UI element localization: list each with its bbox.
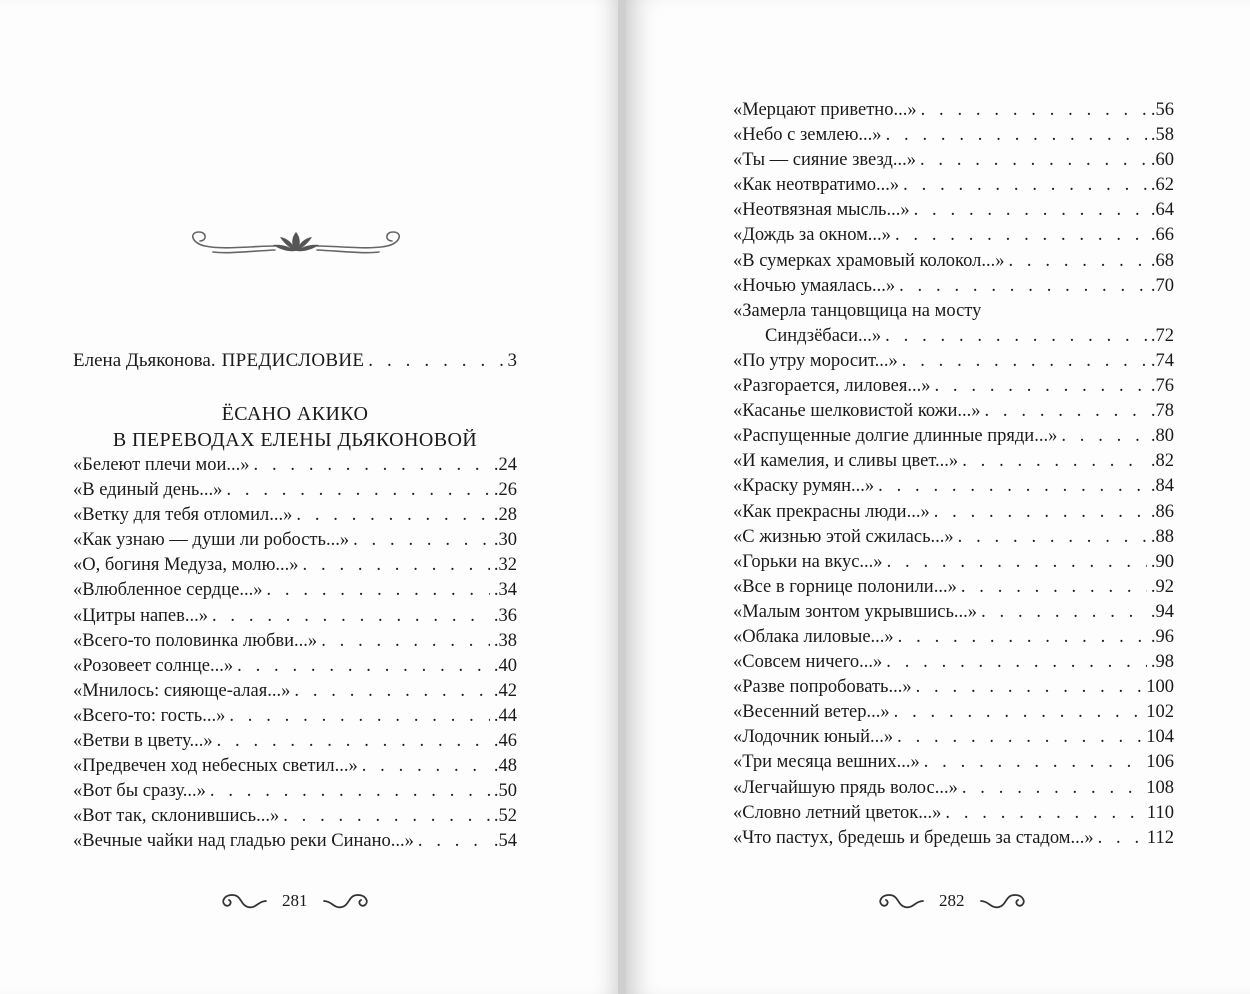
leader-dots — [961, 575, 1147, 600]
swash-right-icon — [979, 889, 1029, 913]
toc-page: .34 — [493, 580, 517, 601]
toc-title: «Как прекрасны люди...» — [733, 501, 930, 522]
toc-entry[interactable] — [733, 198, 1174, 223]
toc-page: .46 — [493, 731, 517, 752]
toc-entry[interactable] — [73, 804, 517, 829]
toc-title: «Всего-то половинка любви...» — [73, 630, 318, 651]
toc-entry[interactable] — [733, 274, 1174, 299]
toc-title: Синдзёбаси...» — [765, 325, 882, 346]
leader-dots — [362, 754, 490, 779]
toc-entry[interactable] — [733, 424, 1174, 449]
toc-title: «Словно летний цветок...» — [733, 802, 942, 823]
swash-left-icon — [875, 889, 925, 913]
toc-title: «Что пастух, бредешь и бредешь за стадом...» — [733, 827, 1094, 848]
toc-page: .82 — [1150, 451, 1174, 472]
leader-dots — [945, 801, 1143, 826]
toc-page: .92 — [1150, 576, 1174, 597]
toc-entry[interactable] — [733, 700, 1174, 725]
preface-author: Елена Дьяконова. — [73, 350, 216, 371]
toc-entry[interactable] — [733, 550, 1174, 575]
leader-dots — [981, 600, 1147, 625]
folio-right — [875, 886, 1029, 916]
toc-page: .98 — [1150, 652, 1174, 673]
toc-title: «Влюбленное сердце...» — [73, 580, 263, 601]
leader-dots — [984, 399, 1146, 424]
toc-title: «Неотвязная мысль...» — [733, 200, 910, 221]
page-number-right: 282 — [939, 891, 965, 910]
toc-title: «Легчайшую прядь волос...» — [733, 777, 958, 798]
toc-title: «Розовеет солнце...» — [73, 655, 234, 676]
leader-dots — [237, 654, 490, 679]
preface-title: ПРЕДИСЛОВИЕ — [221, 350, 365, 371]
toc-title: «Весенний ветер...» — [733, 702, 890, 723]
toc-entry[interactable] — [733, 349, 1174, 374]
toc-page: .66 — [1150, 225, 1174, 246]
leader-dots — [212, 604, 490, 629]
toc-title: «Малым зонтом укрывшись...» — [733, 601, 978, 622]
toc-entry[interactable] — [733, 399, 1174, 424]
toc-entry-line1[interactable] — [733, 299, 1174, 324]
toc-entry[interactable] — [73, 578, 517, 603]
toc-page: .58 — [1150, 125, 1174, 146]
toc-entry[interactable] — [73, 453, 517, 478]
toc-page: .50 — [493, 781, 517, 802]
toc-title: «Ночью умаялась...» — [733, 275, 896, 296]
toc-entry[interactable] — [733, 474, 1174, 499]
toc-title: «Лодочник юный...» — [733, 727, 894, 748]
leader-dots — [897, 725, 1142, 750]
toc-page: .30 — [493, 530, 517, 551]
leader-dots — [210, 779, 490, 804]
toc-title: «И камелия, и сливы цвет...» — [733, 451, 959, 472]
toc-page: .38 — [493, 630, 517, 651]
toc-title: «Распущенные долгие длинные пряди...» — [733, 426, 1058, 447]
leader-dots — [921, 98, 1147, 123]
toc-entry[interactable] — [733, 826, 1174, 851]
toc-title: «Цитры напев...» — [73, 605, 208, 626]
leader-dots — [916, 675, 1143, 700]
toc-title: «Как узнаю — души ли робость...» — [73, 530, 350, 551]
toc-page: .36 — [493, 605, 517, 626]
leader-dots — [296, 503, 490, 528]
toc-title: «Все в горнице полонили...» — [733, 576, 957, 597]
toc-title: «По утру моросит...» — [733, 350, 898, 371]
toc-page: .24 — [493, 455, 517, 475]
section-heading-line2: В ПЕРЕВОДАХ ЕЛЕНЫ ДЬЯКОНОВОЙ — [112, 429, 478, 451]
toc-title: «Ветви в цвету...» — [73, 731, 213, 752]
toc-page: .88 — [1150, 526, 1174, 547]
toc-page: .62 — [1150, 175, 1174, 196]
toc-entry[interactable] — [733, 123, 1174, 148]
toc-entry[interactable] — [733, 801, 1174, 826]
section-heading-line1: ЁСАНО АКИКО — [221, 403, 369, 425]
swash-left-icon — [218, 889, 268, 913]
leader-dots — [368, 350, 503, 372]
toc-title: «О, богиня Медуза, молю...» — [73, 555, 299, 576]
toc-page: .56 — [1150, 100, 1174, 120]
toc-page: 108 — [1146, 777, 1174, 798]
toc-title: «Разгорается, лиловея...» — [733, 376, 931, 397]
toc-page: .78 — [1150, 401, 1174, 422]
toc-page: .26 — [493, 480, 517, 501]
toc-title: «Всего-то: гость...» — [73, 705, 226, 726]
left-page — [0, 0, 618, 994]
toc-title: «С жизнью этой сжилась...» — [733, 526, 954, 547]
preface-page: 3 — [507, 350, 517, 371]
leader-dots — [229, 704, 490, 729]
toc-page: .80 — [1150, 426, 1174, 447]
leader-dots — [878, 474, 1147, 499]
toc-page: .70 — [1150, 275, 1174, 296]
toc-entry[interactable] — [73, 829, 517, 854]
toc-entry[interactable] — [733, 223, 1174, 248]
toc-entry[interactable] — [73, 503, 517, 528]
toc-entry[interactable] — [73, 604, 517, 629]
leader-dots — [914, 198, 1147, 223]
toc-list-right — [733, 98, 1174, 851]
leader-dots — [895, 223, 1147, 248]
toc-page: .48 — [493, 756, 517, 777]
toc-title: «Мерцают приветно...» — [733, 100, 917, 120]
toc-title: «Три месяца вешних...» — [733, 752, 920, 773]
toc-entry[interactable] — [733, 750, 1174, 775]
toc-entry[interactable] — [73, 553, 517, 578]
toc-title: «Вот бы сразу...» — [73, 781, 206, 802]
leader-dots — [962, 776, 1142, 801]
page-number-left: 281 — [282, 891, 308, 910]
leader-dots — [418, 829, 490, 854]
section-heading — [73, 401, 517, 453]
toc-title: «Дождь за окном...» — [733, 225, 891, 246]
toc-page: .54 — [493, 831, 517, 852]
leader-dots — [283, 804, 490, 829]
leader-dots — [885, 324, 1147, 349]
toc-title: «Замерла танцовщица на мосту — [733, 300, 982, 321]
leader-dots — [353, 528, 490, 553]
toc-page: .96 — [1150, 626, 1174, 647]
toc-title: «Краску румян...» — [733, 476, 875, 497]
toc-page: 106 — [1146, 752, 1174, 773]
toc-entry[interactable] — [733, 173, 1174, 198]
toc-page: .40 — [493, 655, 517, 676]
toc-page: .76 — [1150, 376, 1174, 397]
toc-title: «Горьки на вкус...» — [733, 551, 883, 572]
folio-left — [218, 886, 372, 916]
leader-dots — [303, 553, 490, 578]
leader-dots — [217, 729, 490, 754]
toc-entry[interactable] — [733, 374, 1174, 399]
toc-page: .64 — [1150, 200, 1174, 221]
toc-title: «В сумерках храмовый колокол...» — [733, 250, 1005, 271]
toc-entry[interactable] — [733, 525, 1174, 550]
leader-dots — [902, 349, 1147, 374]
toc-entry[interactable] — [733, 449, 1174, 474]
toc-title: «Вот так, склонившись...» — [73, 806, 280, 827]
toc-entry[interactable] — [733, 625, 1174, 650]
leader-dots — [886, 123, 1147, 148]
toc-entry[interactable] — [733, 500, 1174, 525]
leader-dots — [924, 750, 1143, 775]
toc-page: .44 — [493, 705, 517, 726]
toc-page: .74 — [1150, 350, 1174, 371]
toc-page: .60 — [1150, 150, 1174, 171]
toc-list-left — [73, 453, 517, 855]
toc-title: «Белеют плечи мои...» — [73, 455, 250, 475]
toc-entry[interactable] — [733, 148, 1174, 173]
toc-title: «Облака лиловые...» — [733, 626, 894, 647]
toc-page: .42 — [493, 680, 517, 701]
toc-title: «Ветку для тебя отломил...» — [73, 505, 293, 526]
toc-title: «Как неотвратимо...» — [733, 175, 900, 196]
toc-entry[interactable] — [73, 478, 517, 503]
leader-dots — [899, 274, 1147, 299]
toc-title: «Совсем ничего...» — [733, 652, 883, 673]
toc-page: 112 — [1146, 827, 1174, 848]
toc-entry[interactable] — [733, 675, 1174, 700]
toc-entry[interactable] — [73, 654, 517, 679]
preface-entry[interactable] — [73, 350, 517, 372]
toc-title: «В единый день...» — [73, 480, 223, 501]
leader-dots — [934, 374, 1146, 399]
toc-page: .52 — [493, 806, 517, 827]
toc-title: «Разве попробовать...» — [733, 677, 912, 698]
book-gutter — [618, 0, 626, 994]
leader-dots — [1098, 826, 1143, 851]
leader-dots — [903, 173, 1147, 198]
toc-title: «Ты — сияние звезд...» — [733, 150, 916, 171]
leader-dots — [898, 625, 1147, 650]
toc-entry[interactable] — [73, 729, 517, 754]
leader-dots — [254, 453, 490, 478]
toc-page: 110 — [1146, 802, 1174, 823]
leader-dots — [226, 478, 489, 503]
toc-title: «Касанье шелковистой кожи...» — [733, 401, 981, 422]
toc-entry[interactable] — [733, 725, 1174, 750]
toc-entry[interactable] — [73, 704, 517, 729]
leader-dots — [958, 525, 1147, 550]
toc-page: 100 — [1146, 677, 1174, 698]
leader-dots — [294, 679, 490, 704]
toc-entry[interactable] — [73, 779, 517, 804]
toc-entry[interactable] — [73, 629, 517, 654]
toc-page: 102 — [1146, 702, 1174, 723]
toc-title: «Мнилось: сияюще-алая...» — [73, 680, 291, 701]
leader-dots — [1008, 249, 1146, 274]
toc-entry[interactable] — [73, 754, 517, 779]
toc-page: .94 — [1150, 601, 1174, 622]
leader-dots — [934, 500, 1147, 525]
leader-dots — [321, 629, 490, 654]
leader-dots — [266, 578, 489, 603]
toc-entry[interactable] — [733, 650, 1174, 675]
flourish-lotus-icon — [183, 224, 409, 264]
toc-title: «Предвечен ход небесных светил...» — [73, 756, 358, 777]
leader-dots — [962, 449, 1147, 474]
leader-dots — [886, 650, 1147, 675]
toc-title: «Вечные чайки над гладью реки Синано...» — [73, 831, 414, 852]
swash-right-icon — [322, 889, 372, 913]
toc-page: .32 — [493, 555, 517, 576]
toc-entry[interactable] — [733, 249, 1174, 274]
toc-entry[interactable] — [73, 528, 517, 553]
toc-page: .72 — [1150, 325, 1174, 346]
leader-dots — [1061, 424, 1147, 449]
toc-title: «Небо с землею...» — [733, 125, 882, 146]
toc-entry[interactable] — [733, 600, 1174, 625]
leader-dots — [920, 148, 1147, 173]
toc-entry[interactable] — [73, 679, 517, 704]
toc-entry[interactable] — [733, 776, 1174, 801]
toc-entry[interactable] — [733, 575, 1174, 600]
toc-page: .84 — [1150, 476, 1174, 497]
toc-page: 104 — [1146, 727, 1174, 748]
toc-page: .86 — [1150, 501, 1174, 522]
leader-dots — [887, 550, 1147, 575]
toc-entry[interactable] — [733, 98, 1174, 123]
toc-page: .28 — [493, 505, 517, 526]
toc-page: .68 — [1150, 250, 1174, 271]
toc-entry-line2[interactable] — [733, 324, 1174, 349]
toc-page: .90 — [1150, 551, 1174, 572]
leader-dots — [894, 700, 1143, 725]
